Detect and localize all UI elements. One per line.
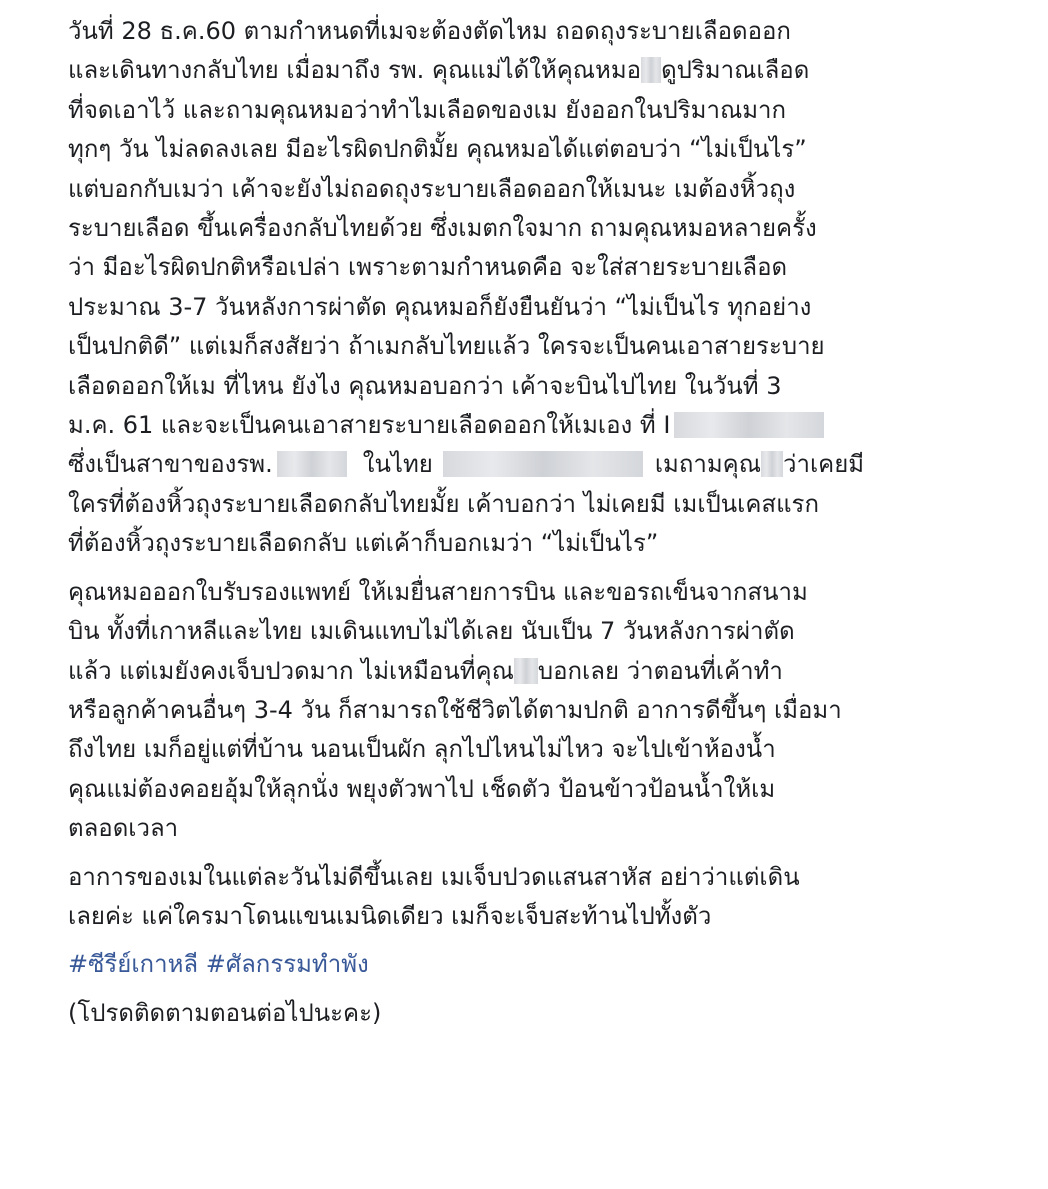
text-line: ว่า มีอะไรผิดปกติหรือเปล่า เพราะตามกำหนดคือ จะใส่สายระบายเลือด — [68, 253, 788, 282]
post-body — [68, 12, 1018, 1033]
text-line — [68, 406, 1018, 445]
text-segment: และเดินทางกลับไทย เมื่อมาถึง รพ. คุณแม่ได้ให้คุณหมอ — [68, 56, 642, 85]
text-segment: ซึ่งเป็นสาขาของรพ. — [68, 450, 273, 479]
redacted-blur — [674, 412, 824, 438]
text-segment: เมถามคุณ — [654, 450, 761, 479]
redacted-blur — [277, 451, 347, 477]
text-segment: ว่าเคยมี — [783, 450, 865, 479]
text-line: ที่ต้องหิ้วถุงระบายเลือดกลับ แต่เค้าก็บอกเมว่า “ไม่เป็นไร” — [68, 529, 659, 558]
redacted-blur — [761, 451, 783, 477]
text-line: วันที่ 28 ธ.ค.60 ตามกำหนดที่เมจะต้องตัดไหม ถอดถุงระบายเลือดออก — [68, 17, 791, 45]
redacted-blur — [641, 57, 661, 83]
follow-note: (โปรดติดตามตอนต่อไปนะคะ) — [68, 998, 382, 1027]
text-line — [68, 445, 1018, 484]
text-line: เลยค่ะ แค่ใครมาโดนแขนเมนิดเดียว เมก็จะเจ็บสะท้านไปทั้งตัว — [68, 901, 712, 930]
hashtag-link[interactable]: #ศัลกรรมทำพัง — [205, 950, 369, 979]
text-segment: ม.ค. 61 และจะเป็นคนเอาสายระบายเลือดออกให้เมเอง ที่ I — [68, 411, 671, 440]
redacted-blur — [514, 658, 538, 684]
text-line: ประมาณ 3-7 วันหลังการผ่าตัด คุณหมอก็ยังยืนยันว่า “ไม่เป็นไร ทุกอย่าง — [68, 292, 812, 321]
hashtag-link[interactable]: #ซีรีย์เกาหลี — [68, 950, 199, 979]
text-line: ที่จดเอาไว้ และถามคุณหมอว่าทำไมเลือดของเม ยังออกในปริมาณมาก — [68, 95, 787, 124]
paragraph-1 — [68, 12, 1018, 564]
text-line: เลือดออกให้เม ที่ไหน ยังไง คุณหมอบอกว่า เค้าจะบินไปไทย ในวันที่ 3 — [68, 371, 782, 400]
text-line: คุณหมอออกใบรับรองแพทย์ ให้เมยื่นสายการบิน และขอรถเข็นจากสนาม — [68, 577, 808, 606]
text-line: หรือลูกค้าคนอื่นๆ 3-4 วัน ก็สามารถใช้ชีวิตได้ตามปกติ อาการดีขึ้นๆ เมื่อมา — [68, 695, 842, 724]
text-segment: บอกเลย ว่าตอนที่เค้าทำ — [537, 656, 783, 685]
paragraph-3 — [68, 858, 1018, 937]
text-segment: ดูปริมาณเลือด — [661, 56, 810, 85]
paragraph-2 — [68, 573, 1018, 849]
text-line: ใครที่ต้องหิ้วถุงระบายเลือดกลับไทยมั้ย เค้าบอกว่า ไม่เคยมี เมเป็นเคสแรก — [68, 489, 819, 518]
text-line: แต่บอกกับเมว่า เค้าจะยังไม่ถอดถุงระบายเลือดออกให้เมนะ เมต้องหิ้วถุง — [68, 174, 796, 203]
hashtag-row — [68, 945, 1018, 984]
text-segment: ในไทย — [362, 450, 433, 479]
text-line: บิน ทั้งที่เกาหลีและไทย เมเดินแทบไม่ได้เลย นับเป็น 7 วันหลังการผ่าตัด — [68, 617, 795, 646]
text-line: อาการของเมในแต่ละวันไม่ดีขึ้นเลย เมเจ็บปวดแสนสาหัส อย่าว่าแต่เดิน — [68, 862, 800, 891]
text-line — [68, 652, 1018, 691]
text-line: เป็นปกติดี” แต่เมก็สงสัยว่า ถ้าเมกลับไทยแล้ว ใครจะเป็นคนเอาสายระบาย — [68, 332, 825, 361]
text-line: ถึงไทย เมก็อยู่แต่ที่บ้าน นอนเป็นผัก ลุกไปไหนไม่ไหว จะไปเข้าห้องน้ำ — [68, 735, 776, 764]
text-line: ทุกๆ วัน ไม่ลดลงเลย มีอะไรผิดปกติมั้ย คุณหมอได้แต่ตอบว่า “ไม่เป็นไร” — [68, 135, 807, 164]
text-segment: แล้ว แต่เมยังคงเจ็บปวดมาก ไม่เหมือนที่คุณ — [68, 656, 514, 685]
redacted-blur — [443, 451, 643, 477]
text-line: ตลอดเวลา — [68, 814, 179, 843]
text-line — [68, 51, 1018, 90]
text-line: ระบายเลือด ขึ้นเครื่องกลับไทยด้วย ซึ่งเมตกใจมาก ถามคุณหมอหลายครั้ง — [68, 214, 817, 243]
text-line: คุณแม่ต้องคอยอุ้มให้ลุกนั่ง พยุงตัวพาไป เช็ดตัว ป้อนข้าวป้อนน้ำให้เม — [68, 774, 776, 803]
